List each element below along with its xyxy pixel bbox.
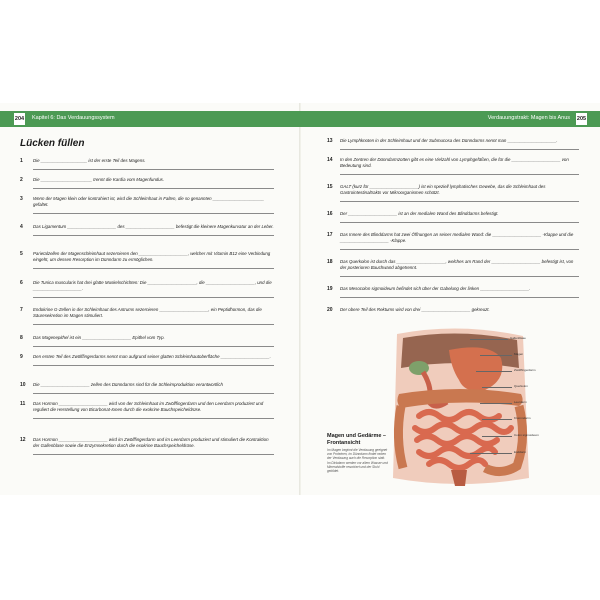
answer-line[interactable] [33,341,274,347]
question-text: GALT (kurz für ____________________) ist ein speziell lymphatisches Gewebe, das die Schleimhaut des Gastrointestinaltrakts vor Mikroorganismen schützt. [340,184,546,195]
leader-line [470,453,512,454]
answer-line[interactable] [340,292,579,298]
question-number: 14 [327,157,333,163]
question-text: Das Magenepithel ist ein ____________________ Epithel vom Typ. [33,335,165,340]
question-text: Das Ligamentum ____________________ des ____________________ befestigt die kleinere Magenkurvatur an der Leber. [33,224,274,229]
question-1 [20,158,274,170]
question-text: Das Mesocolon sigmoideum befindet sich über der Gabelung der linken ____________________. [340,286,531,291]
answer-line[interactable] [33,388,274,394]
answer-line[interactable] [33,230,274,236]
question-16 [327,211,579,223]
answer-line[interactable] [33,183,274,189]
question-number: 19 [327,286,333,292]
figure-caption-title: Magen und Gedärme – Frontansicht [327,433,386,446]
question-text: Der ____________________ ist an der medialen Wand des Blinddarms befestigt. [340,211,499,216]
question-text: Die _____________________ trennt die Kardia vom Magenfundus. [33,177,165,182]
question-number: 7 [20,307,23,313]
question-number: 8 [20,335,23,341]
answer-line[interactable] [340,196,579,202]
leader-line [470,339,508,340]
question-number: 9 [20,354,23,360]
label-transverse-colon: Querkolon [514,384,528,388]
question-text: In den Zentren der Dünndarmzotten gibt es eine Vielzahl von Lymphgefäßen, die für die ____________________ von Bedeutung sind. [340,157,569,168]
answer-line[interactable] [33,164,274,170]
leader-line [480,403,512,404]
chapter-title-right: Verdauungstrakt: Magen bis Anus [487,115,570,121]
question-number: 15 [327,184,333,190]
label-ileum: Krummdarm [514,416,531,420]
question-number: 4 [20,224,23,230]
answer-line[interactable] [340,217,579,223]
answer-line[interactable] [340,244,579,250]
question-number: 3 [20,196,23,202]
question-20 [327,307,579,313]
question-number: 11 [20,401,26,407]
leader-line [482,387,512,388]
answer-line[interactable] [340,271,579,277]
question-17 [327,232,579,250]
label-stomach: Magen [514,352,524,356]
question-text: Die ____________________ zellen des Dünndarms sind für die Schleimproduktion verantwortlich [33,382,223,387]
question-7 [20,307,274,325]
question-number: 1 [20,158,23,164]
answer-line[interactable] [340,144,579,150]
question-number: 5 [20,251,23,257]
label-rectum: Enddarm [514,450,527,454]
question-text: Das Innere des Blinddarms hat zwei Öffnungen an seiner medialen Wand: die ____________________ -Klappe und die ____________________ -Klappe. [340,232,574,243]
answer-line[interactable] [33,360,274,366]
question-number: 12 [20,437,26,443]
question-text: Die Lymphknoten in der Schleimhaut und der Submucosa des Dünndarms nennt man ____________________. [340,138,558,143]
chapter-header-bar [0,111,600,127]
page-number-right: 205 [576,113,587,125]
question-number: 18 [327,259,333,265]
question-text: Wenn der Magen klein oder kontrahiert ist, wird die Schleimhaut in Falten, die so genannten _____________________ gefaltet. [33,196,265,207]
question-text: Das Hormon ____________________ wird im Zwölffingerdarm und im Leerdarm produziert und stimuliert die Kontraktion der Gallenblase sowie die Enzymsekretion durch die exokrine Bauchspeicheldrüse. [33,437,269,448]
leader-line [480,355,512,356]
question-text: Der obere Teil des Rektums wird von drei ____________________ gekreuzt. [340,307,490,312]
chapter-title-left: Kapitel 6: Das Verdauungssystem [32,115,115,121]
question-10 [20,382,274,394]
question-text: Endokrine G-Zellen in der Schleimhaut des Antrums sezernieren ____________________, ein Peptidhormon, das die Säuresekretion im Magen stimuliert. [33,307,262,318]
page-number-left: 204 [14,113,25,125]
question-13 [327,138,579,150]
question-11 [20,401,274,419]
answer-line[interactable] [33,449,274,455]
section-title: Lücken füllen [20,138,85,149]
label-jejunum: Leerdarm [514,400,527,404]
ascending-colon [398,406,403,468]
question-number: 6 [20,280,23,286]
question-number: 10 [20,382,26,388]
leader-line [482,419,512,420]
question-9 [20,354,274,366]
question-number: 20 [327,307,333,313]
question-15 [327,184,579,202]
question-8 [20,335,274,347]
question-text: Das Querkolon ist durch das ____________________, welches am Rand der ____________________ befestigt ist, von der posterioren Bauchwand abgetrennt. [340,259,574,270]
leader-line [482,436,512,437]
label-sigmoid-colon: Colon sigmoideum [514,433,539,437]
question-text: Die ___________________ ist der erste Teil des Magens. [33,158,146,163]
figure-caption-text: Im Magen beginnt die Verdauung geeignet von Proteinen, im Dünndarm findet neben der Verdauung auch die Resorption statt. Im Dickdarm werden vor allem Wasser und Mineralstoffe resorbiert und der Stuhl gebildet. [327,448,388,474]
question-number: 13 [327,138,333,144]
answer-line[interactable] [33,208,274,214]
label-gallbladder: Gallenblase [510,336,526,340]
question-6 [20,280,274,298]
question-14 [327,157,579,175]
answer-line[interactable] [33,292,274,298]
question-2 [20,177,274,189]
answer-line[interactable] [33,413,274,419]
question-12 [20,437,274,455]
question-text: Parietalzellen der Magenschleimhaut sezernieren den ____________________, welcher mit Vitamin B12 eine Verbindung eingeht, um dessen Resorption im Dünndarm zu ermöglichen. [33,251,271,262]
question-text: Die Tunica muscularis hat drei glatte Muskelschichten: Die ____________________, die ____________________, und die ____________________. [33,280,272,291]
answer-line[interactable] [33,263,274,269]
question-text: Den ersten Teil des Zwölffingerdarms nennt man aufgrund seiner glatten Schleimhautoberfläche ____________________. [33,354,271,359]
answer-line[interactable] [340,169,579,175]
question-text: Das Hormon ____________________ wird von der Schleimhaut im Zwölffingerdarm und den Leerdarm produziert und reguliert die Herstellung von Bicarbonat-Ionen durch die exokrine Bauchspeicheldrüse. [33,401,264,412]
answer-line[interactable] [33,319,274,325]
question-number: 17 [327,232,333,238]
question-5 [20,251,274,269]
leader-line [476,371,512,372]
question-number: 2 [20,177,23,183]
question-number: 16 [327,211,333,217]
question-18 [327,259,579,277]
question-19 [327,286,579,298]
question-3 [20,196,274,214]
question-4 [20,224,274,236]
anatomy-illustration [389,328,531,486]
label-duodenum: Zwölffingerdarm [514,368,536,372]
